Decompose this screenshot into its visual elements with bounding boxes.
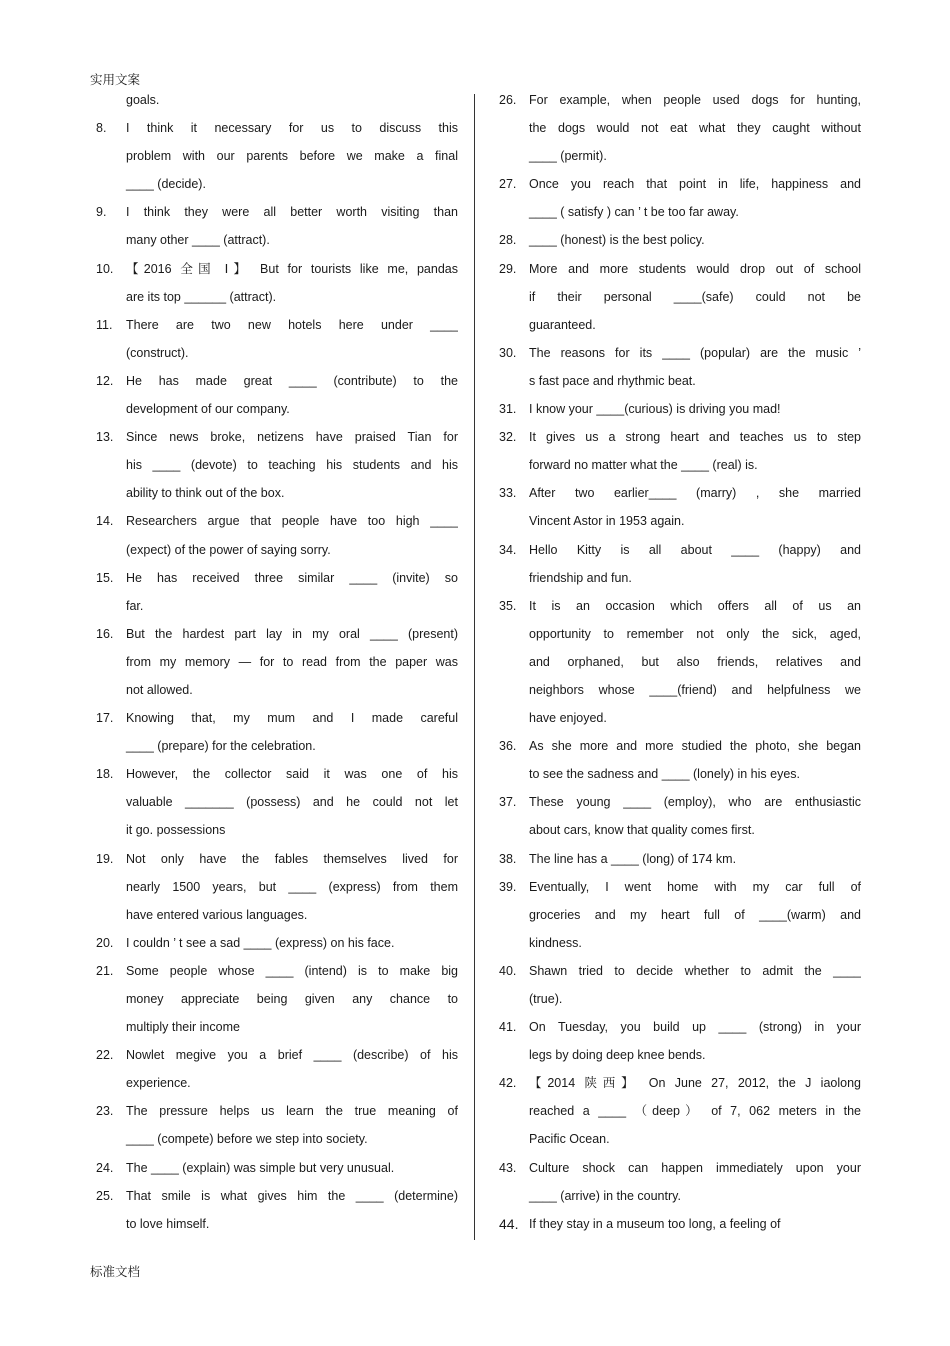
question-line: (true). (529, 992, 563, 1006)
question-number: 38. (499, 851, 517, 866)
question-line: There are two new hotels here under ____ (126, 317, 458, 332)
question-item (499, 1069, 861, 1153)
page-header: 实用文案 (90, 72, 141, 87)
question-line: have entered various languages. (126, 907, 308, 922)
question-line: not allowed. (126, 682, 193, 697)
question-number: 42. (499, 1076, 517, 1091)
question-item (96, 255, 458, 311)
question-item (499, 86, 861, 170)
question-line: Since news broke, netizens have praised Tian for (126, 430, 458, 445)
question-line: multiply their income (126, 1020, 240, 1035)
question-line: ____ (prepare) for the celebration. (126, 739, 316, 754)
question-line: s fast pace and rhythmic beat. (529, 373, 696, 388)
question-line: If they stay in a museum too long, a feeling of (529, 1216, 781, 1231)
question-item (96, 114, 458, 198)
question-number: 13. (96, 430, 114, 445)
question-line: forward no matter what the ____ (real) is. (529, 458, 758, 473)
question-item (499, 957, 861, 1013)
question-line: experience. (126, 1076, 191, 1091)
question-item (499, 423, 861, 479)
question-number: 39. (499, 879, 517, 894)
question-item (96, 367, 458, 423)
question-item (96, 564, 458, 620)
question-number: 8. (96, 121, 107, 136)
question-line: The ____ (explain) was simple but very unusual. (126, 1160, 395, 1175)
question-number: 25. (96, 1188, 114, 1203)
question-line: from my memory — for to read from the paper was (126, 654, 458, 669)
question-line: ability to think out of the box. (126, 486, 285, 501)
question-line: ____ ( satisfy ) can ’ t be too far away. (529, 205, 739, 220)
question-line: Pacific Ocean. (529, 1132, 610, 1147)
question-line: neighbors whose ____(friend) and helpfulness we (529, 682, 861, 697)
question-line: Shawn tried to decide whether to admit the ____ (529, 963, 861, 978)
question-item (499, 536, 861, 592)
question-line: ____ (arrive) in the country. (529, 1188, 681, 1203)
question-number: 15. (96, 570, 114, 585)
question-item (96, 760, 458, 844)
question-number: 12. (96, 373, 114, 388)
question-number: 11. (96, 317, 113, 332)
question-line: goals. (126, 93, 160, 107)
question-line: On Tuesday, you build up ____ (strong) in your (529, 1020, 861, 1035)
question-number: 44. (499, 1215, 519, 1232)
question-line: He has received three similar ____ (invite) so (126, 570, 458, 585)
question-line: nearly 1500 years, but ____ (express) from them (126, 879, 458, 894)
question-number: 33. (499, 486, 517, 501)
question-line: The pressure helps us learn the true meaning of (126, 1104, 458, 1119)
question-number: 30. (499, 345, 517, 360)
question-number: 27. (499, 177, 517, 192)
question-item (96, 957, 458, 1041)
question-number: 41. (499, 1020, 517, 1035)
question-line: development of our company. (126, 402, 290, 417)
question-line: money appreciate being given any chance to (126, 992, 458, 1006)
question-number: 19. (96, 851, 114, 866)
question-line: He has made great ____ (contribute) to the (126, 373, 458, 388)
question-line: The line has a ____ (long) of 174 km. (529, 851, 737, 866)
question-item (499, 788, 861, 844)
question-line: As she more and more studied the photo, she began (529, 739, 861, 754)
question-item (499, 845, 861, 873)
question-line: Not only have the fables themselves lived for (126, 851, 458, 866)
question-line: Hello Kitty is all about ____ (happy) and (529, 542, 861, 557)
question-line: his ____ (devote) to teaching his students and his (126, 458, 458, 473)
question-item (96, 86, 458, 114)
question-number: 23. (96, 1104, 114, 1119)
question-number: 9. (96, 205, 107, 220)
question-item (499, 1210, 861, 1238)
question-number: 28. (499, 233, 517, 248)
question-line: After two earlier____ (marry) , she married (529, 486, 861, 501)
question-number: 21. (96, 963, 114, 978)
question-line: But the hardest part lay in my oral ____ (present) (126, 626, 458, 641)
question-line: many other ____ (attract). (126, 233, 270, 248)
question-item (96, 507, 458, 563)
question-number: 16. (96, 626, 114, 641)
question-number: 22. (96, 1048, 114, 1063)
question-line: opportunity to remember not only the sick, aged, (529, 626, 861, 641)
question-item (499, 1154, 861, 1210)
question-line: 【2014 陕西】 On June 27, 2012, the J iaolong (529, 1076, 861, 1091)
question-line: Nowlet megive you a brief ____ (describe) of his (126, 1048, 458, 1063)
question-item (96, 1154, 458, 1182)
question-number: 24. (96, 1160, 114, 1175)
question-item (499, 592, 861, 732)
question-number: 36. (499, 739, 517, 754)
question-number: 29. (499, 261, 517, 276)
question-line: Culture shock can happen immediately upon your (529, 1160, 861, 1175)
question-line: Eventually, I went home with my car full of (529, 879, 861, 894)
question-number: 37. (499, 795, 517, 810)
question-line: I think it necessary for us to discuss this (126, 121, 458, 136)
question-item (96, 620, 458, 704)
question-item (96, 1182, 458, 1238)
question-item (499, 170, 861, 226)
question-line: reached a ____ （deep） of 7, 062 meters in the (529, 1104, 861, 1119)
question-item (96, 704, 458, 760)
question-item (499, 255, 861, 339)
question-item (499, 873, 861, 957)
question-number: 17. (96, 711, 114, 726)
question-line: the dogs would not eat what they caught without (529, 121, 861, 136)
question-number: 14. (96, 514, 114, 529)
question-line: I think they were all better worth visiting than (126, 205, 458, 220)
question-number: 31. (499, 402, 517, 417)
question-item (499, 339, 861, 395)
question-item (499, 226, 861, 254)
question-line: ____ (decide). (126, 177, 206, 192)
question-line: More and more students would drop out of school (529, 261, 861, 276)
question-item (96, 1041, 458, 1097)
question-line: if their personal ____(safe) could not be (529, 289, 861, 304)
question-line: (construct). (126, 345, 189, 360)
question-line: These young ____ (employ), who are enthusiastic (529, 795, 861, 810)
question-line: and orphaned, but also friends, relatives and (529, 654, 861, 669)
page-footer: 标准文档 (90, 1264, 141, 1279)
question-line: have enjoyed. (529, 711, 607, 726)
question-item (499, 732, 861, 788)
question-line: kindness. (529, 935, 582, 950)
question-line: 【2016 全国 Ⅰ】 But for tourists like me, pandas (126, 261, 458, 276)
question-line: (expect) of the power of saying sorry. (126, 542, 331, 557)
question-line: The reasons for its ____ (popular) are the music ’ (529, 345, 861, 360)
question-number: 18. (96, 767, 114, 782)
question-line: friendship and fun. (529, 570, 632, 585)
question-item (499, 479, 861, 535)
question-number: 35. (499, 598, 517, 613)
question-line: It is an occasion which offers all of us an (529, 598, 861, 613)
question-line: guaranteed. (529, 317, 596, 332)
question-line: For example, when people used dogs for hunting, (529, 93, 861, 107)
question-line: to see the sadness and ____ (lonely) in his eyes. (529, 767, 801, 782)
question-line: problem with our parents before we make a final (126, 149, 458, 164)
question-number: 32. (499, 430, 517, 445)
question-line: It gives us a strong heart and teaches us to step (529, 430, 861, 445)
question-item (96, 423, 458, 507)
left-column (96, 86, 458, 1238)
question-item (499, 1013, 861, 1069)
question-item (499, 395, 861, 423)
question-item (96, 845, 458, 929)
question-line: are its top ______ (attract). (126, 289, 277, 304)
question-item (96, 198, 458, 254)
question-line: I know your ____(curious) is driving you mad! (529, 402, 781, 417)
question-item (96, 311, 458, 367)
question-line: I couldn ’ t see a sad ____ (express) on his face. (126, 935, 395, 950)
question-line: ____ (permit). (529, 149, 607, 164)
question-line: Once you reach that point in life, happiness and (529, 177, 861, 192)
right-column (499, 86, 861, 1238)
question-number: 26. (499, 93, 517, 107)
question-line: Knowing that, my mum and I made careful (126, 711, 458, 726)
question-line: Researchers argue that people have too high ____ (126, 514, 458, 529)
question-number: 34. (499, 542, 517, 557)
question-item (96, 929, 458, 957)
question-line: to love himself. (126, 1216, 210, 1231)
question-line: Some people whose ____ (intend) is to make big (126, 963, 458, 978)
question-line: about cars, know that quality comes first. (529, 823, 755, 838)
question-line: legs by doing deep knee bends. (529, 1048, 706, 1063)
question-line: it go. possessions (126, 823, 226, 838)
question-line: ____ (honest) is the best policy. (529, 233, 705, 248)
question-line: Vincent Astor in 1953 again. (529, 514, 685, 529)
question-number: 20. (96, 935, 114, 950)
question-number: 40. (499, 963, 517, 978)
question-line: far. (126, 598, 144, 613)
question-number: 43. (499, 1160, 517, 1175)
question-number: 10. (96, 261, 114, 276)
question-line: However, the collector said it was one of his (126, 767, 458, 782)
question-line: groceries and my heart full of ____(warm) and (529, 907, 861, 922)
question-item (96, 1097, 458, 1153)
column-divider (474, 94, 475, 1240)
question-line: ____ (compete) before we step into society. (126, 1132, 368, 1147)
question-line: valuable _______ (possess) and he could not let (126, 795, 458, 810)
question-line: That smile is what gives him the ____ (determine) (126, 1188, 458, 1203)
